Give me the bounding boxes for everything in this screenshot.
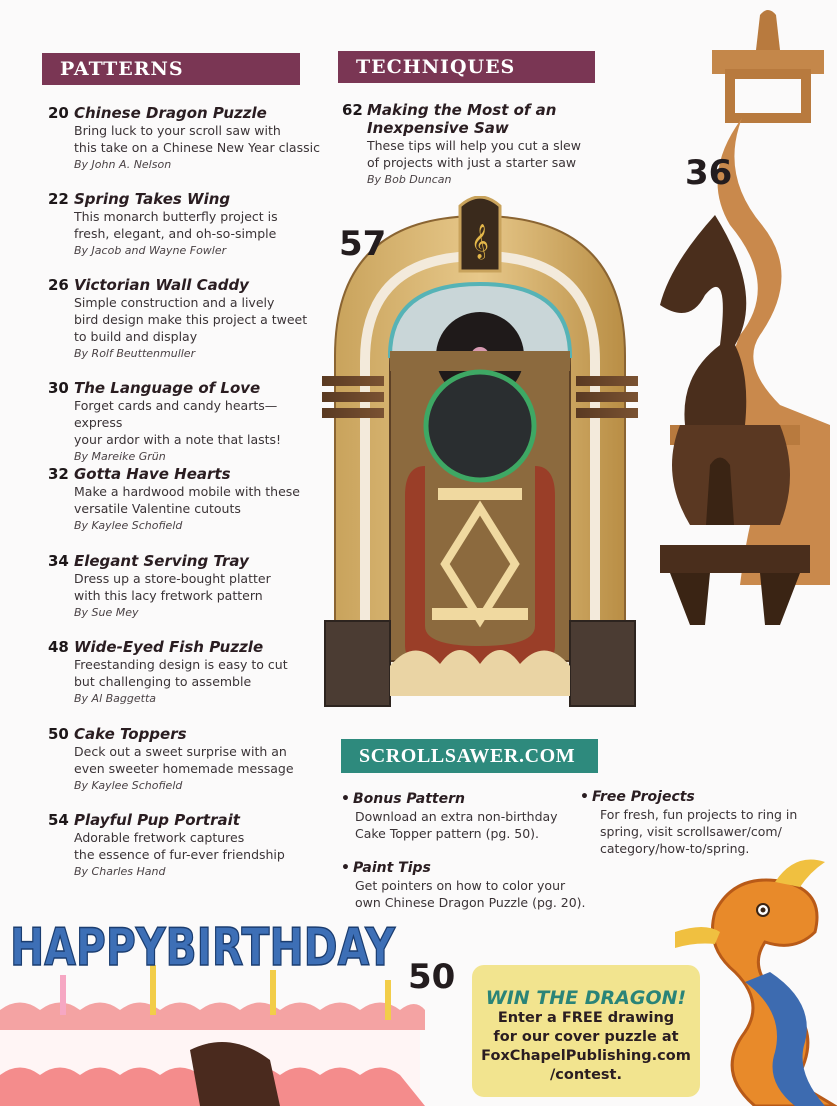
web-item-line: Download an extra non-birthday xyxy=(355,809,558,824)
technique-entry[interactable] xyxy=(342,101,642,189)
pattern-description-line: this take on a Chinese New Year classic xyxy=(74,140,320,155)
patterns-header: PATTERNS xyxy=(42,53,300,85)
pattern-entry[interactable] xyxy=(48,638,323,708)
pattern-byline: By Charles Hand xyxy=(74,865,166,878)
jukebox-photo xyxy=(320,196,640,712)
pattern-title: Spring Takes Wing xyxy=(74,190,231,208)
web-item-title: Free Projects xyxy=(592,789,695,805)
page-number: 48 xyxy=(48,638,69,656)
pattern-entry[interactable] xyxy=(48,811,323,881)
cake-page-number: 50 xyxy=(408,957,456,997)
page-number: 20 xyxy=(48,104,69,122)
page-number: 22 xyxy=(48,190,69,208)
pattern-description-line: Simple construction and a lively xyxy=(74,295,275,310)
contest-headline: WIN THE DRAGON! xyxy=(485,987,687,1009)
web-item-title: Paint Tips xyxy=(353,860,431,876)
technique-title-line: Inexpensive Saw xyxy=(367,119,509,137)
jukebox-page-number: 57 xyxy=(339,224,387,264)
page-number: 32 xyxy=(48,465,69,483)
free-projects-item[interactable]: • Free Projects For fresh, fun projects to ring in spring, visit scrollsawer/com/ category/how-to/spring. xyxy=(586,788,826,857)
pattern-description-line: your ardor with a note that lasts! xyxy=(74,432,282,447)
cake-topper-text: HAPPYBIRTHDAY xyxy=(10,918,397,978)
technique-title-line: Making the Most of an xyxy=(367,101,557,119)
pattern-entry[interactable] xyxy=(48,725,323,795)
pattern-description-line: Freestanding design is easy to cut xyxy=(74,657,288,672)
pattern-description-line: Dress up a store-bought platter xyxy=(74,571,271,586)
pattern-byline: By Al Baggetta xyxy=(74,692,157,705)
pattern-description-line: to build and display xyxy=(74,329,198,344)
pattern-title: Playful Pup Portrait xyxy=(74,811,240,829)
page-number: 62 xyxy=(342,101,363,119)
pattern-byline: By Kaylee Schofield xyxy=(74,779,183,792)
pattern-title: Elegant Serving Tray xyxy=(74,552,249,570)
birthday-cake-photo xyxy=(0,910,432,1106)
pattern-title: Cake Toppers xyxy=(74,725,187,743)
page-number: 26 xyxy=(48,276,69,294)
pattern-description-line: even sweeter homemade message xyxy=(74,761,294,776)
chess-pieces-photo xyxy=(650,5,837,665)
techniques-header: TECHNIQUES xyxy=(338,51,595,83)
pattern-entry[interactable] xyxy=(48,190,323,260)
technique-byline: By Bob Duncan xyxy=(367,173,452,186)
pattern-description-line: fresh, elegant, and oh-so-simple xyxy=(74,226,277,241)
pattern-entry[interactable] xyxy=(48,276,323,363)
page-number: 34 xyxy=(48,552,69,570)
contest-line: FoxChapelPublishing.com xyxy=(481,1048,691,1064)
web-item-title: Bonus Pattern xyxy=(353,791,465,807)
technique-description-line: These tips will help you cut a slew xyxy=(367,138,581,153)
web-item-line: For fresh, fun projects to ring in xyxy=(600,807,798,822)
pattern-description-line: versatile Valentine cutouts xyxy=(74,501,241,516)
pattern-title: Chinese Dragon Puzzle xyxy=(74,104,267,122)
scrollsawer-header: SCROLLSAWER.COM xyxy=(341,739,598,773)
pattern-title: Victorian Wall Caddy xyxy=(74,276,249,294)
pattern-title: The Language of Love xyxy=(74,379,261,397)
bonus-pattern-item[interactable]: • Bonus Pattern Download an extra non-birthday Cake Topper pattern (pg. 50). xyxy=(341,790,581,842)
pattern-description-line: Deck out a sweet surprise with an xyxy=(74,744,287,759)
web-item-line: category/how-to/spring. xyxy=(600,841,750,856)
web-item-line: spring, visit scrollsawer/com/ xyxy=(600,824,782,839)
pattern-byline: By Rolf Beuttenmuller xyxy=(74,347,196,360)
pattern-title: Gotta Have Hearts xyxy=(74,465,231,483)
paint-tips-item[interactable]: • Paint Tips Get pointers on how to color your own Chinese Dragon Puzzle (pg. 20). xyxy=(341,859,591,911)
pattern-description-line: with this lacy fretwork pattern xyxy=(74,588,263,603)
pattern-description-line: Adorable fretwork captures xyxy=(74,830,245,845)
contest-promo[interactable] xyxy=(472,965,700,1097)
contest-line: for our cover puzzle at xyxy=(493,1029,679,1045)
chess-page-number: 36 xyxy=(685,153,733,193)
pattern-byline: By Kaylee Schofield xyxy=(74,519,183,532)
pattern-entry[interactable] xyxy=(48,104,323,174)
pattern-description-line: Bring luck to your scroll saw with xyxy=(74,123,281,138)
page-number: 54 xyxy=(48,811,69,829)
pattern-title: Wide-Eyed Fish Puzzle xyxy=(74,638,264,656)
contest-line: /contest. xyxy=(549,1067,622,1083)
pattern-byline: By Sue Mey xyxy=(74,606,139,619)
pattern-description-line: Forget cards and candy hearts—express xyxy=(74,398,278,430)
technique-description-line: of projects with just a starter saw xyxy=(367,155,577,170)
web-item-line: own Chinese Dragon Puzzle (pg. 20). xyxy=(355,895,586,910)
pattern-description-line: but challenging to assemble xyxy=(74,674,252,689)
pattern-byline: By Jacob and Wayne Fowler xyxy=(74,244,227,257)
contest-line: Enter a FREE drawing xyxy=(497,1010,675,1026)
pattern-byline: By Mareike Grün xyxy=(74,450,166,463)
pattern-byline: By John A. Nelson xyxy=(74,158,172,171)
pattern-description-line: bird design make this project a tweet xyxy=(74,312,308,327)
pattern-entry[interactable] xyxy=(48,379,323,466)
web-item-line: Cake Topper pattern (pg. 50). xyxy=(355,826,540,841)
pattern-entry[interactable] xyxy=(48,552,323,622)
page-number: 50 xyxy=(48,725,69,743)
pattern-description-line: the essence of fur-ever friendship xyxy=(74,847,285,862)
pattern-entry[interactable] xyxy=(48,465,323,535)
web-item-line: Get pointers on how to color your xyxy=(355,878,566,893)
pattern-description-line: This monarch butterfly project is xyxy=(74,209,278,224)
pattern-description-line: Make a hardwood mobile with these xyxy=(74,484,300,499)
page-number: 30 xyxy=(48,379,69,397)
svg-text:𝄞: 𝄞 xyxy=(471,224,489,259)
